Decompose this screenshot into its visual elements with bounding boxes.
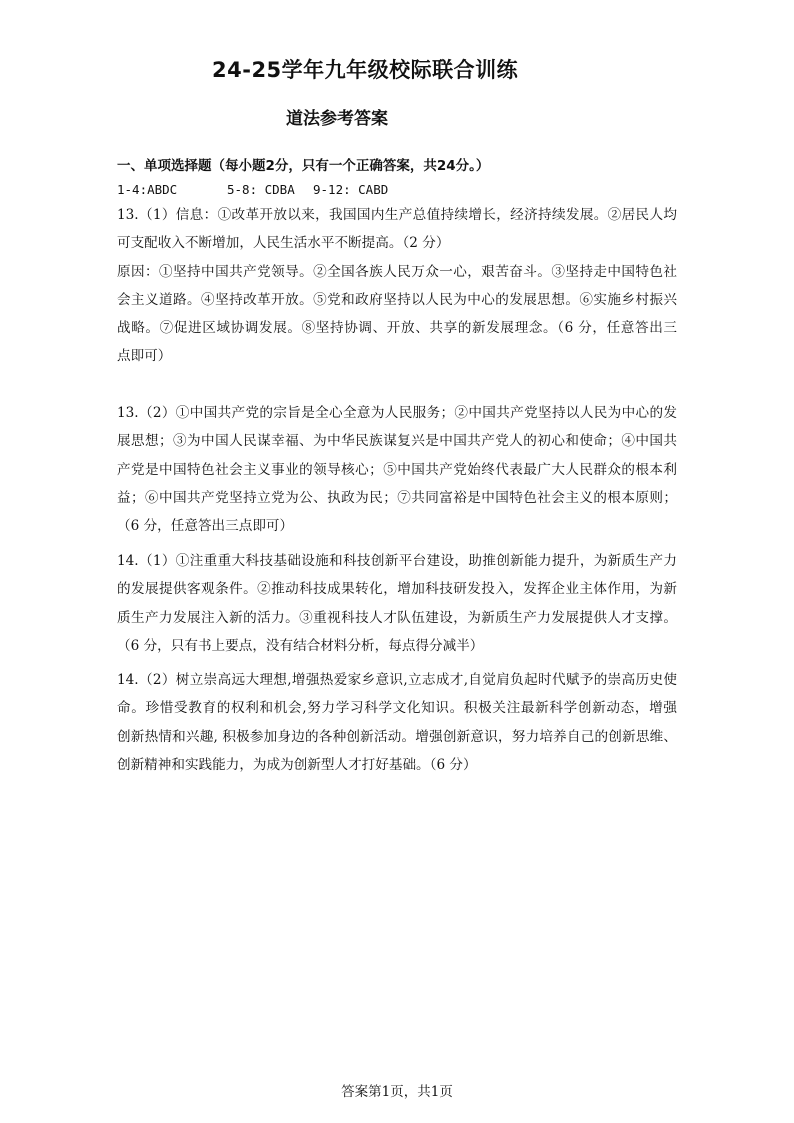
mc-answer-5-8: 5-8: CDBA — [227, 182, 295, 197]
answer-line: （6 分，只有书上要点，没有结合材料分析，每点得分减半） — [117, 637, 484, 654]
answer-line: 质生产力发展注入新的活力。③重视科技人才队伍建设，为新质生产力发展提供人才支撑。 — [117, 609, 677, 626]
answer-line: 14.（1）①注重重大科技基础设施和科技创新平台建设，助推创新能力提升，为新质生产力 — [117, 553, 677, 569]
answer-line: 创新精神和实践能力，为成为创新型人才打好基础。（6 分） — [117, 756, 477, 773]
page-footer: 答案第1页，共1页 — [341, 1084, 453, 1100]
answer-line: 产党是中国特色社会主义事业的领导核心；⑤中国共产党始终代表最广大人民群众的根本利 — [117, 461, 677, 478]
answer-line: 原因：①坚持中国共产党领导。②全国各族人民万众一心，艰苦奋斗。③坚持走中国特色社 — [117, 263, 677, 280]
mc-answer-1-4: 1-4:ABDC — [117, 182, 178, 197]
answer-line: 可支配收入不断增加，人民生活水平不断提高。（2 分） — [117, 235, 450, 252]
document-subtitle: 道法参考答案 — [286, 109, 388, 129]
answer-line: 的发展提供客观条件。②推动科技成果转化，增加科技研发投入，发挥企业主体作用，为新 — [117, 581, 677, 598]
section-heading-multiple-choice: 一、单项选择题（每小题2分，只有一个正确答案，共24分。） — [117, 158, 490, 174]
answer-line: 命。珍惜受教育的权利和机会,努力学习科学文化知识。积极关注最新科学创新动态，增强 — [117, 700, 677, 717]
answer-14-1 — [117, 547, 677, 660]
answer-line: 13.（1）信息：①改革开放以来，我国国内生产总值持续增长，经济持续发展。②居民人均 — [117, 207, 677, 223]
mc-answer-9-12: 9-12: CABD — [313, 182, 389, 197]
answer-line: 13.（2）①中国共产党的宗旨是全心全意为人民服务；②中国共产党坚持以人民为中心的发 — [117, 405, 677, 421]
answer-line: 展思想；③为中国人民谋幸福、为中华民族谋复兴是中国共产党人的初心和使命；④中国共 — [117, 433, 677, 450]
answer-line: 战略。⑦促进区域协调发展。⑧坚持协调、开放、共享的新发展理念。（6 分，任意答出三 — [117, 320, 677, 337]
answer-14-2 — [117, 666, 677, 779]
answer-line: 14.（2）树立崇高远大理想,增强热爱家乡意识,立志成才,自觉肩负起时代赋予的崇高历史使 — [117, 672, 677, 688]
answer-13-2 — [117, 399, 677, 540]
answer-line: 创新热情和兴趣, 积极参加身边的各种创新活动。增强创新意识，努力培养自己的创新思维、 — [117, 728, 677, 745]
answer-line: 点即可） — [117, 348, 172, 365]
document-title: 24-25学年九年级校际联合训练 — [212, 58, 519, 82]
answer-13-1 — [117, 201, 677, 371]
answer-line: 益；⑥中国共产党坚持立党为公、执政为民；⑦共同富裕是中国特色社会主义的根本原则； — [117, 489, 677, 506]
answer-line: 会主义道路。④坚持改革开放。⑤党和政府坚持以人民为中心的发展思想。⑥实施乡村振兴 — [117, 291, 677, 308]
answer-line: （6 分，任意答出三点即可） — [117, 518, 294, 535]
